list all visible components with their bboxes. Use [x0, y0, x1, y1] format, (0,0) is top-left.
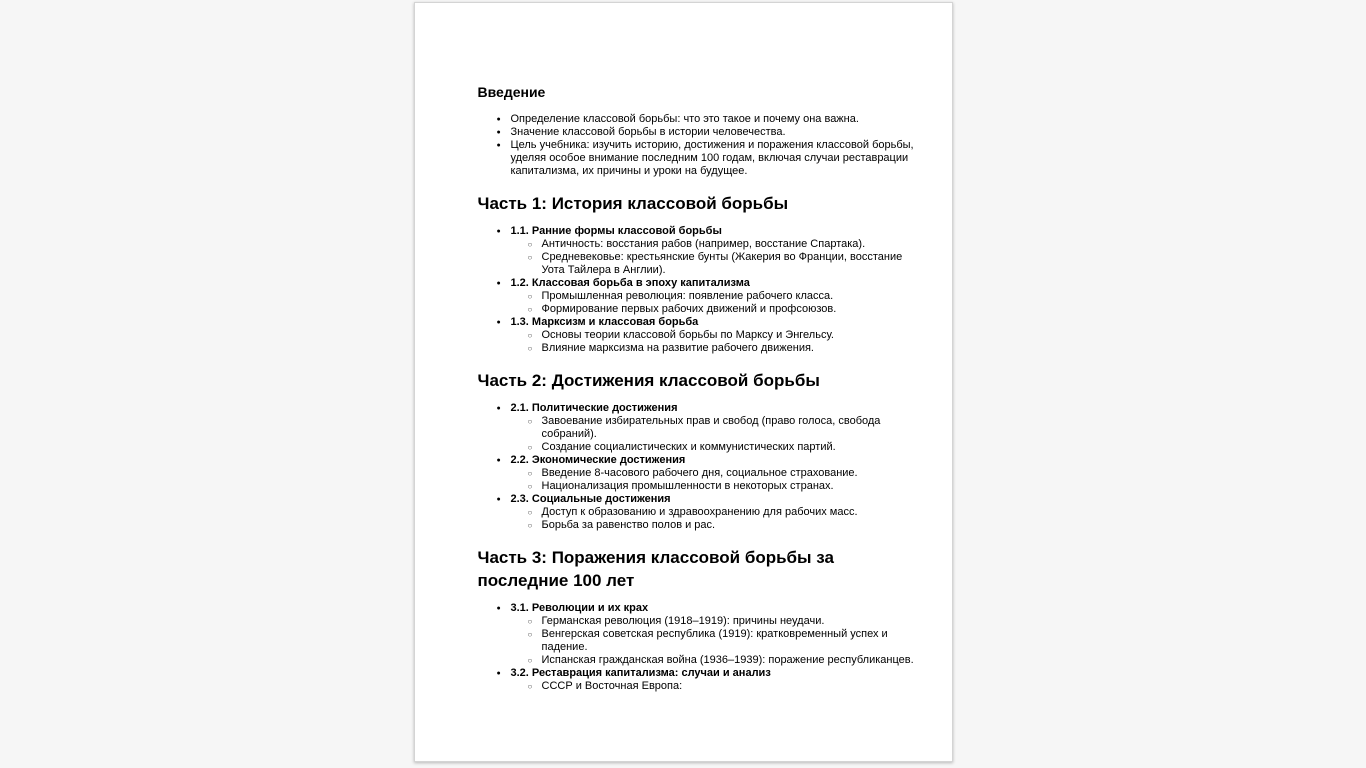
list-item-text: Германская революция (1918–1919): причины неудачи.: [541, 615, 825, 627]
bullet-circle-icon: ○: [527, 617, 533, 626]
section-heading: Часть 1: История классовой борьбы: [477, 194, 789, 213]
sub-list-item: [528, 506, 922, 519]
bullet-circle-icon: ○: [527, 253, 533, 262]
sub-list-item: [528, 303, 922, 316]
bullet-disc-icon: ●: [496, 457, 501, 464]
list-item-text: Доступ к образованию и здравоохранению для рабочих масс.: [541, 506, 858, 518]
list-item-text: Определение классовой борьбы: что это такое и почему она важна.: [510, 113, 859, 125]
bullet-circle-icon: ○: [527, 331, 533, 340]
sub-list-item: [528, 290, 922, 303]
sub-list-item: [528, 238, 922, 251]
list-item-text: 3.2. Реставрация капитализма: случаи и анализ: [510, 667, 771, 679]
document-page[interactable]: [414, 2, 953, 762]
list-item: [497, 454, 922, 467]
sub-list-item: [528, 519, 922, 532]
list-item-text: 1.1. Ранние формы классовой борьбы: [510, 225, 722, 237]
bullet-disc-icon: ●: [496, 116, 501, 123]
section-bullet-list: [478, 402, 922, 532]
bullet-disc-icon: ●: [496, 496, 501, 503]
list-item-text: Промышленная революция: появление рабочего класса.: [541, 290, 834, 302]
list-item: [497, 126, 922, 139]
list-item-text: Античность: восстания рабов (например, восстание Спартака).: [541, 238, 866, 250]
bullet-circle-icon: ○: [527, 305, 533, 314]
sub-list-item: [528, 654, 922, 667]
section-bullet-list: [478, 602, 922, 693]
list-item-text: 2.1. Политические достижения: [510, 402, 678, 414]
sub-list-item: [528, 342, 922, 355]
list-item-text: Завоевание избирательных прав и свобод (право голоса, свобода собраний).: [541, 415, 881, 440]
list-item-text: Основы теории классовой борьбы по Марксу и Энгельсу.: [541, 329, 834, 341]
bullet-disc-icon: ●: [496, 228, 501, 235]
list-item-text: 2.2. Экономические достижения: [510, 454, 686, 466]
bullet-disc-icon: ●: [496, 405, 501, 412]
list-item: [497, 113, 922, 126]
bullet-disc-icon: ●: [496, 129, 501, 136]
list-item-text: Венгерская советская республика (1919): кратковременный успех и падение.: [541, 628, 888, 653]
list-item: [497, 225, 922, 238]
bullet-circle-icon: ○: [527, 630, 533, 639]
list-item-text: Создание социалистических и коммунистических партий.: [541, 441, 836, 453]
list-item: [497, 139, 922, 178]
bullet-circle-icon: ○: [527, 469, 533, 478]
bullet-circle-icon: ○: [527, 344, 533, 353]
sub-list-item: [528, 628, 922, 654]
list-item-text: 3.1. Революции и их крах: [510, 602, 649, 614]
list-item-text: Национализация промышленности в некоторых странах.: [541, 480, 834, 492]
sub-list-item: [528, 480, 922, 493]
list-item-text: СССР и Восточная Европа:: [541, 680, 683, 692]
bullet-circle-icon: ○: [527, 443, 533, 452]
list-item: [497, 602, 922, 615]
bullet-disc-icon: ●: [496, 319, 501, 326]
bullet-disc-icon: ●: [496, 142, 501, 149]
bullet-disc-icon: ●: [496, 280, 501, 287]
list-item-text: 1.3. Марксизм и классовая борьба: [510, 316, 699, 328]
bullet-disc-icon: ●: [496, 670, 501, 677]
list-item: [497, 402, 922, 415]
sub-list-item: [528, 441, 922, 454]
bullet-circle-icon: ○: [527, 417, 533, 426]
sub-list-item: [528, 615, 922, 628]
list-item: [497, 277, 922, 290]
sub-list-item: [528, 329, 922, 342]
list-item-text: Испанская гражданская война (1936–1939): поражение республиканцев.: [541, 654, 914, 666]
list-item-text: Формирование первых рабочих движений и профсоюзов.: [541, 303, 837, 315]
list-item-text: Борьба за равенство полов и рас.: [541, 519, 716, 531]
bullet-circle-icon: ○: [527, 682, 533, 691]
section-heading: Часть 3: Поражения классовой борьбы за последние 100 лет: [477, 548, 834, 590]
list-item-text: 2.3. Социальные достижения: [510, 493, 671, 505]
bullet-circle-icon: ○: [527, 240, 533, 249]
list-item-text: Влияние марксизма на развитие рабочего движения.: [541, 342, 814, 354]
section-heading: Введение: [477, 84, 546, 100]
list-item-text: Введение 8-часового рабочего дня, социальное страхование.: [541, 467, 858, 479]
bullet-circle-icon: ○: [527, 482, 533, 491]
sub-list-item: [528, 415, 922, 441]
bullet-circle-icon: ○: [527, 292, 533, 301]
bullet-circle-icon: ○: [527, 508, 533, 517]
section-heading: Часть 2: Достижения классовой борьбы: [477, 371, 820, 390]
sub-list-item: [528, 467, 922, 480]
section-bullet-list: [478, 113, 922, 178]
list-item: [497, 667, 922, 680]
bullet-circle-icon: ○: [527, 656, 533, 665]
document-content: [478, 83, 922, 693]
list-item-text: Значение классовой борьбы в истории человечества.: [510, 126, 786, 138]
list-item: [497, 493, 922, 506]
list-item: [497, 316, 922, 329]
sub-list-item: [528, 680, 922, 693]
bullet-disc-icon: ●: [496, 605, 501, 612]
list-item-text: Средневековье: крестьянские бунты (Жакерия во Франции, восстание Уота Тайлера в Англии).: [541, 251, 903, 276]
bullet-circle-icon: ○: [527, 521, 533, 530]
list-item-text: Цель учебника: изучить историю, достижения и поражения классовой борьбы, уделяя особое внимание последним 100 годам, включая случаи реставрации капитализма, их причины и уроки на будущее.: [510, 139, 914, 177]
sub-list-item: [528, 251, 922, 277]
section-bullet-list: [478, 225, 922, 355]
list-item-text: 1.2. Классовая борьба в эпоху капитализма: [510, 277, 750, 289]
